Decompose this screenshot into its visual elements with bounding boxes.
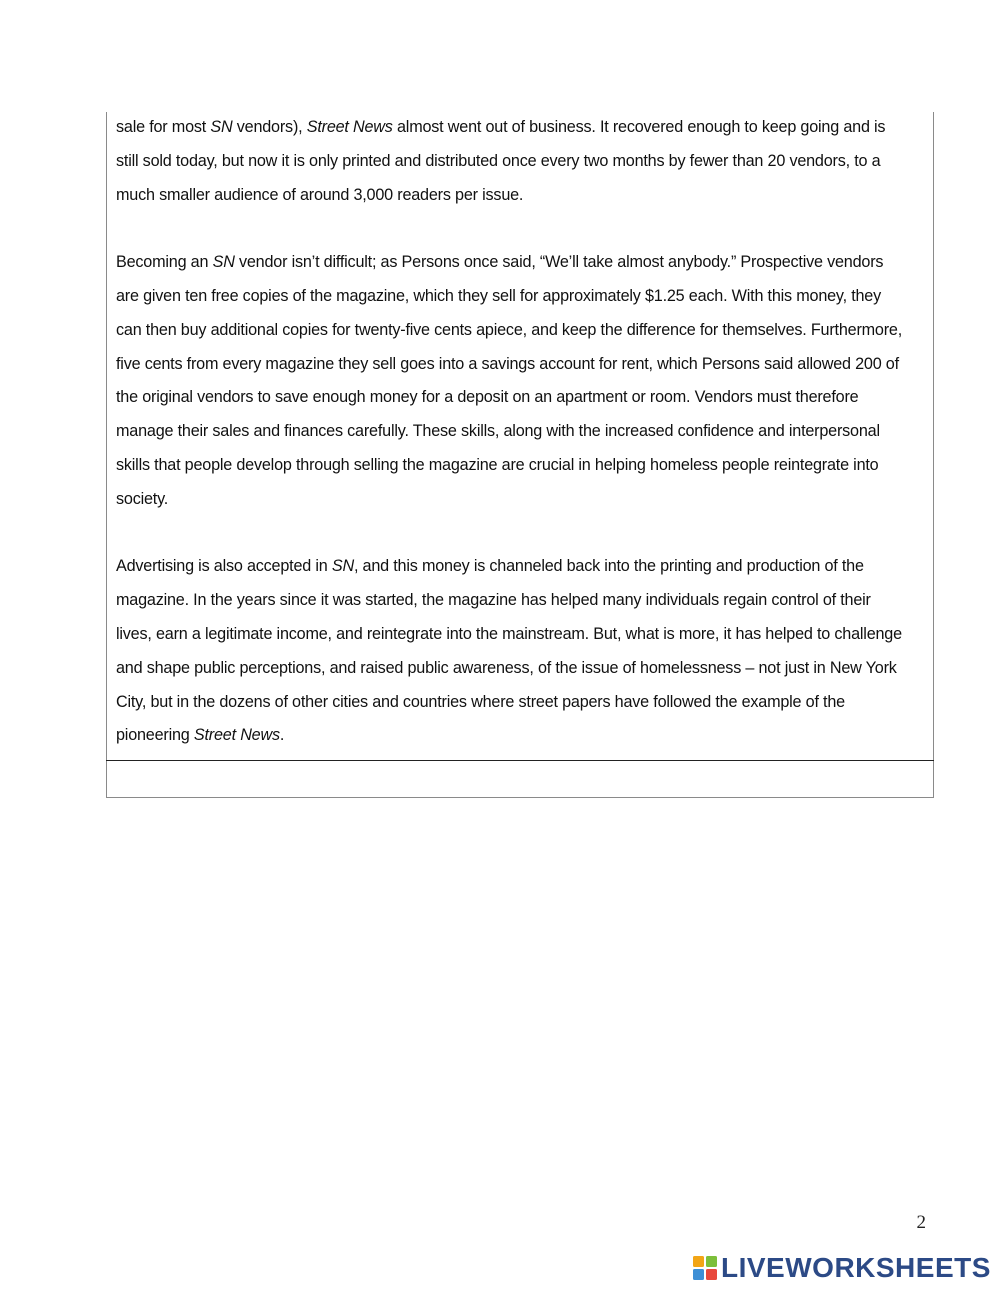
paragraph2-line4: five cents from every magazine they sell goes into a savings account for rent, which Persons said allowed 200 of xyxy=(116,354,899,373)
paragraph3-line1: Advertising is also accepted in SN, and this money is channeled back into the printing and production of the xyxy=(116,557,864,576)
article-body xyxy=(116,111,928,753)
paragraph2-line5: the original vendors to save enough money for a deposit on an apartment or room. Vendors must therefore xyxy=(116,388,859,407)
liveworksheets-logo-icon xyxy=(692,1255,718,1281)
paragraph3-line2: magazine. In the years since it was started, the magazine has helped many individuals regain control of their xyxy=(116,591,871,610)
logo-text: LIVEWORKSHEETS xyxy=(721,1252,991,1283)
paragraph2-line1: Becoming an SN vendor isn’t difficult; as Persons once said, “We’ll take almost anybody.” Prospective vendors xyxy=(116,253,884,272)
paragraph3-line5: City, but in the dozens of other cities and countries where street papers have followed the example of the xyxy=(116,692,845,711)
paragraph1-line2: still sold today, but now it is only printed and distributed once every two months by fewer than 20 vendors, to a xyxy=(116,151,881,170)
paragraph2-line2: are given ten free copies of the magazine, which they sell for approximately $1.25 each. With this money, they xyxy=(116,286,882,305)
paragraph2-line3: can then buy additional copies for twenty-five cents apiece, and keep the difference for themselves. Furthermore, xyxy=(116,320,903,339)
liveworksheets-logo[interactable] xyxy=(692,1252,991,1284)
paragraph3-line4: and shape public perceptions, and raised public awareness, of the issue of homelessness – not just in New York xyxy=(116,658,897,677)
paragraph2-line7: skills that people develop through selling the magazine are crucial in helping homeless people reintegrate into xyxy=(116,455,879,474)
paragraph2-line8: society. xyxy=(116,489,169,508)
paragraph1-line3: much smaller audience of around 3,000 readers per issue. xyxy=(116,185,524,204)
paragraph1-line1: sale for most SN vendors), Street News almost went out of business. It recovered enough to keep going and is xyxy=(116,118,886,136)
paragraph3-line3: lives, earn a legitimate income, and reintegrate into the mainstream. But, what is more, it has helped to challenge xyxy=(116,624,902,643)
page-number: 2 xyxy=(916,1212,926,1233)
paragraph3-line6: pioneering Street News. xyxy=(116,726,285,745)
table-row-divider xyxy=(106,760,934,761)
paragraph2-line6: manage their sales and finances carefully. These skills, along with the increased confidence and interpersonal xyxy=(116,422,880,441)
